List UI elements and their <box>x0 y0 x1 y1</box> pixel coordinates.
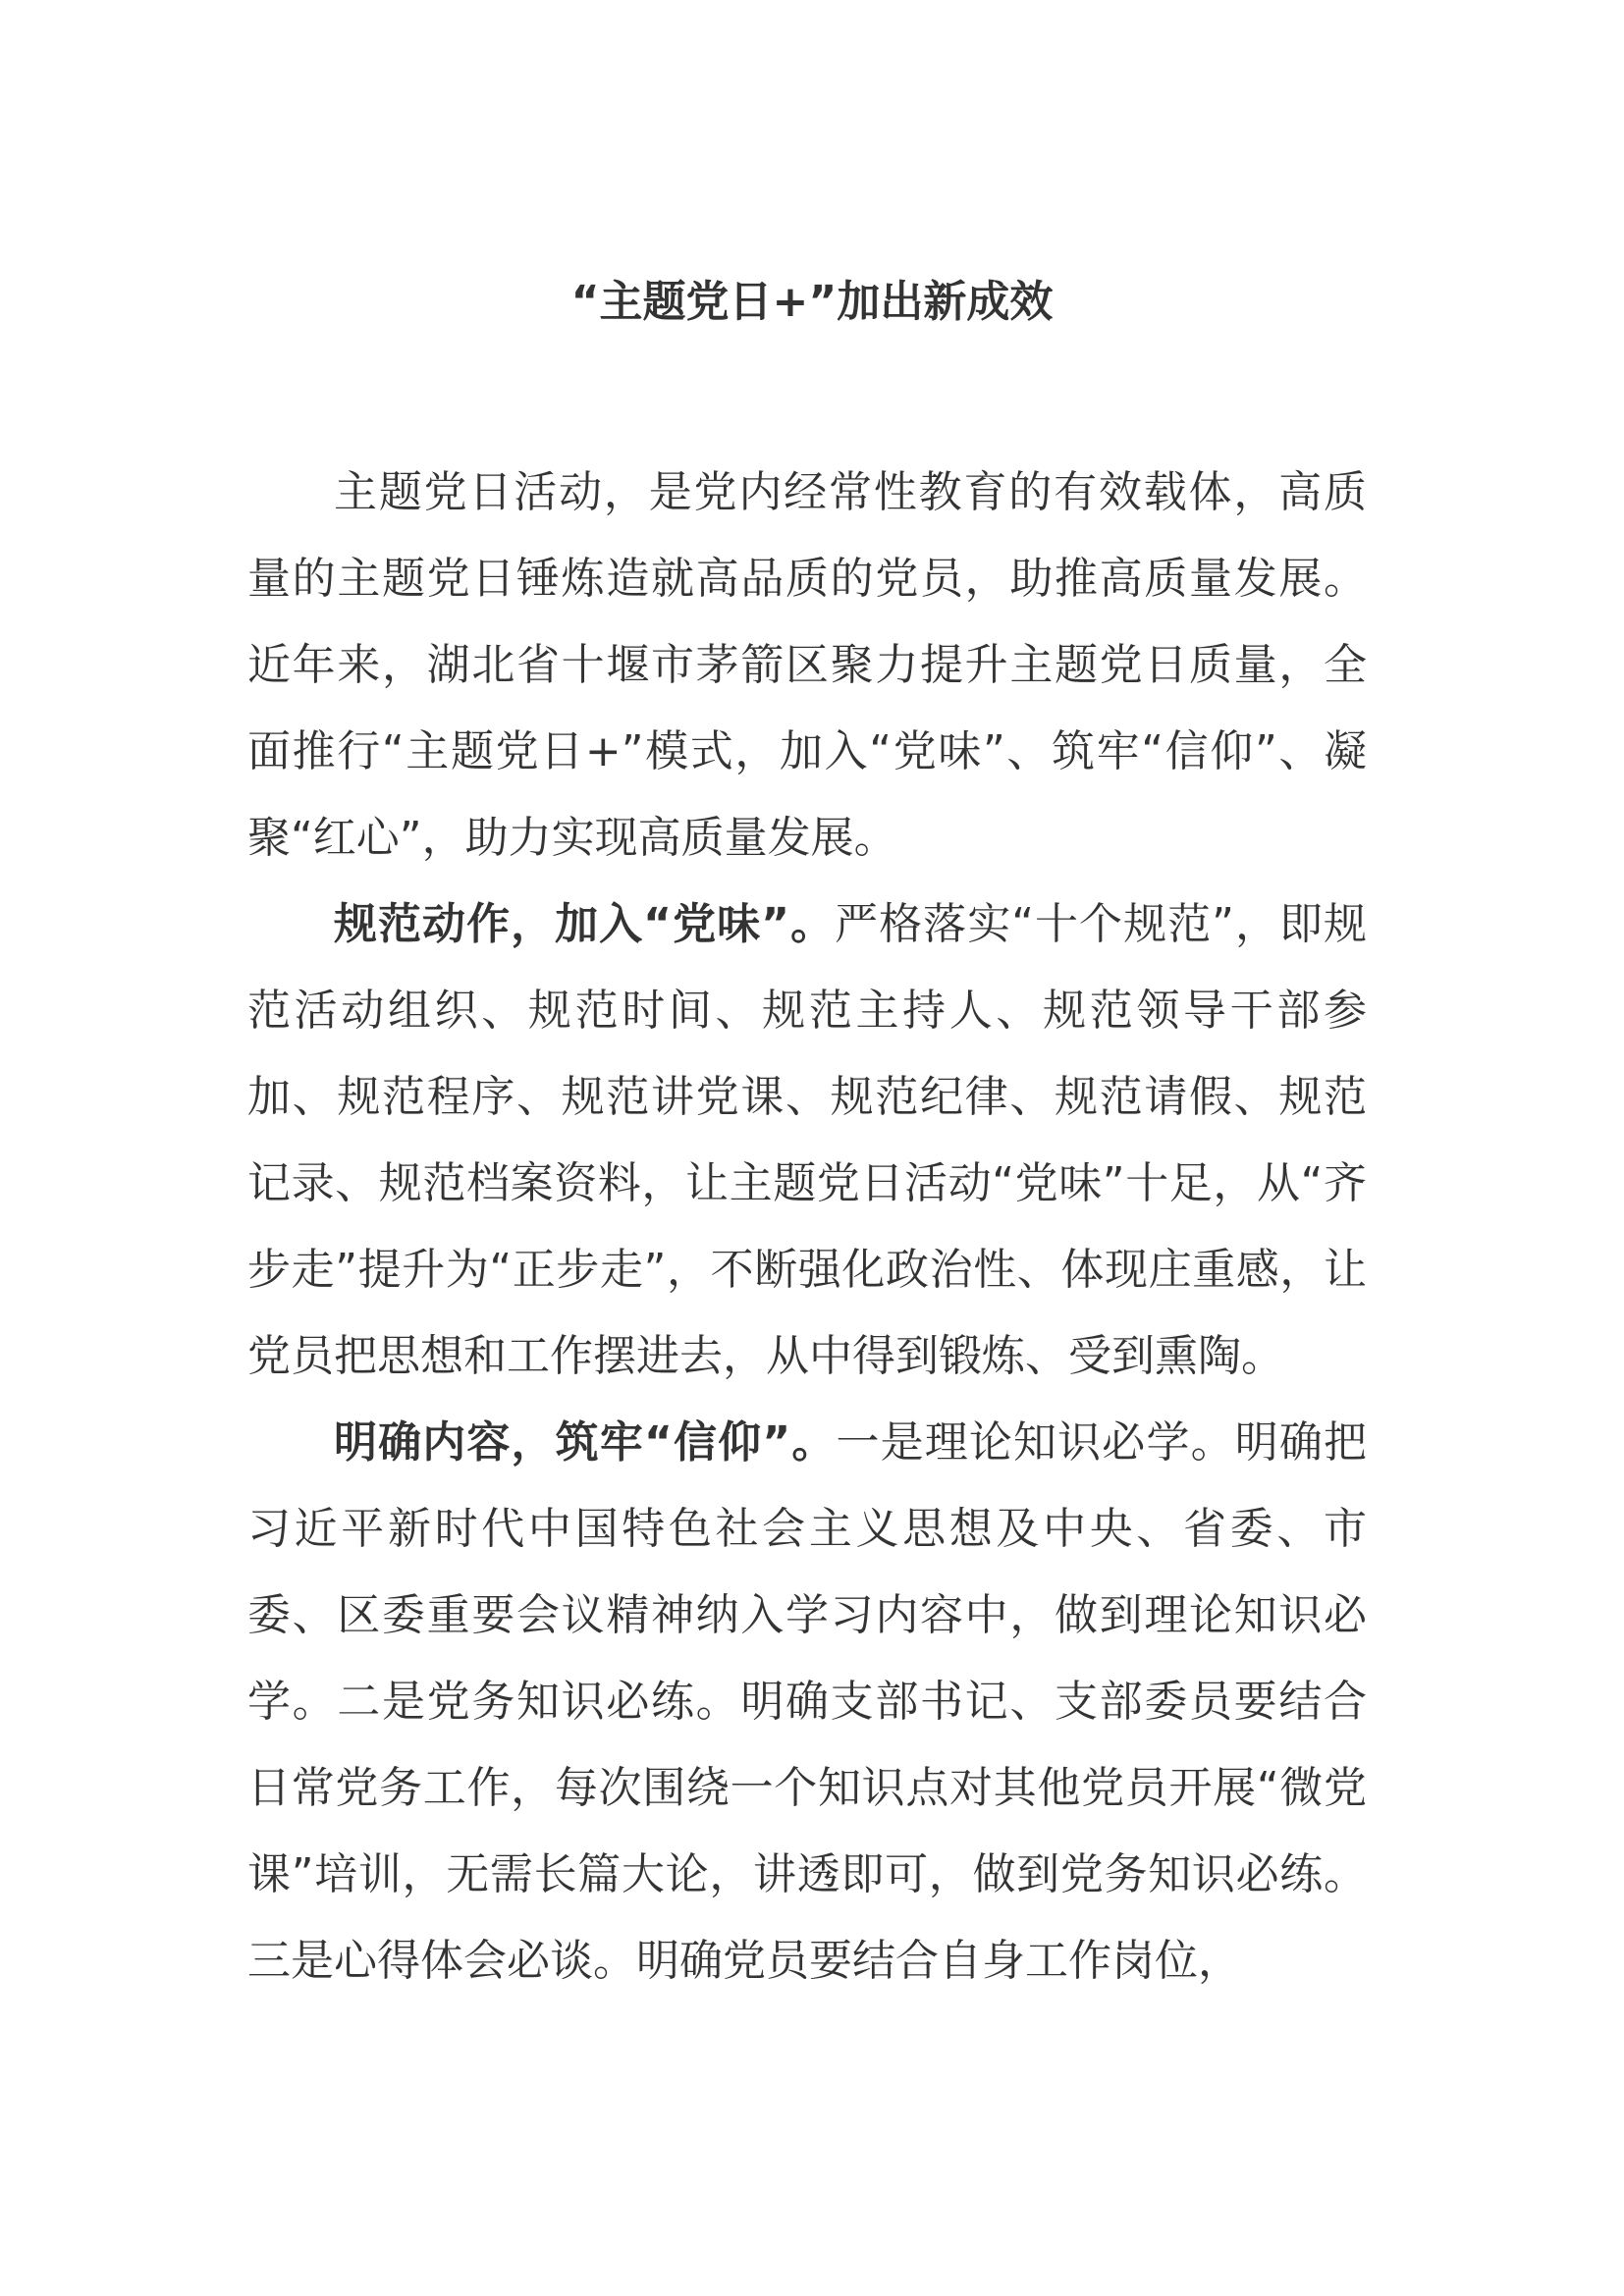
paragraph-content <box>247 1400 1367 2004</box>
paragraph-intro <box>247 450 1367 881</box>
paragraph-standardize <box>247 881 1367 1400</box>
paragraph-text: 主题党日活动，是党内经常性教育的有效载体，高质量的主题党日锤炼造就高品质的党员，助推高质量发展。近年来，湖北省十堰市茅箭区聚力提升主题党日质量，全面推行“主题党日+”模式，加入“党味”、筑牢“信仰”、凝聚“红心”，助力实现高质量发展。 <box>247 467 1367 863</box>
paragraph-lead: 明确内容，筑牢“信仰”。 <box>334 1417 837 1468</box>
paragraph-lead: 规范动作，加入“党味”。 <box>334 899 836 949</box>
paragraph-text: 严格落实“十个规范”，即规范活动组织、规范时间、规范主持人、规范领导干部参加、规范程序、规范讲党课、规范纪律、规范请假、规范记录、规范档案资料，让主题党日活动“党味”十足，从“齐步走”提升为“正步走”，不断强化政治性、体现庄重感，让党员把思想和工作摆进去，从中得到锻炼、受到熏陶。 <box>247 899 1367 1381</box>
article-body <box>247 450 1367 2004</box>
document-title: “主题党日+”加出新成效 <box>570 277 1054 327</box>
paragraph-text: 一是理论知识必学。明确把习近平新时代中国特色社会主义思想及中央、省委、市委、区委重要会议精神纳入学习内容中，做到理论知识必学。二是党务知识必练。明确支部书记、支部委员要结合日常党务工作，每次围绕一个知识点对其他党员开展“微党课”培训，无需长篇大论，讲透即可，做到党务知识必练。三是心得体会必谈。明确党员要结合自身工作岗位， <box>247 1417 1367 1986</box>
